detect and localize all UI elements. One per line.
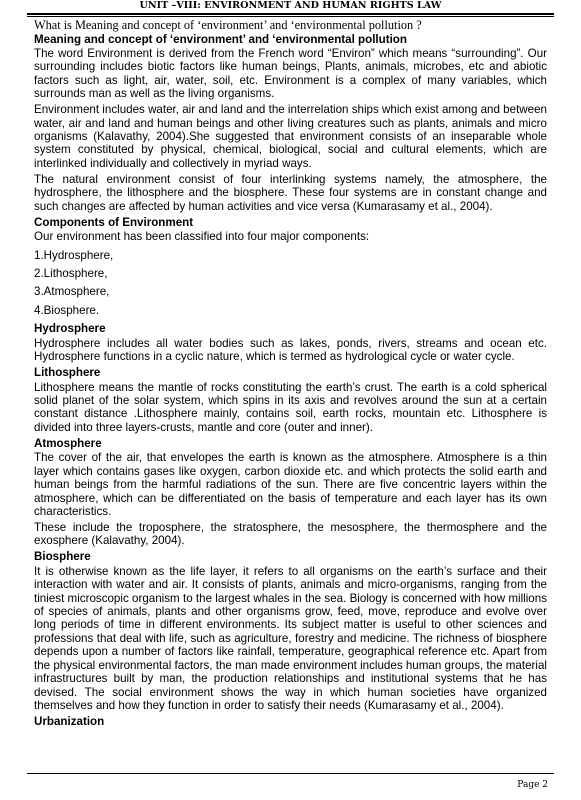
running-header: UNIT –VIII: ENVIRONMENT AND HUMAN RIGHTS LAW bbox=[139, 0, 442, 11]
paragraph: The cover of the air, that envelopes the earth is known as the atmosphere. Atmosphere is a thin layer which contains gases like oxygen, carbon dioxide etc. and which protects the solid earth and human beings from the harmful radiations of the sun. There are five concentric layers within the atmosphere, which can be differentiated on the basis of temperature and each layer has its own characteristics. bbox=[34, 451, 547, 518]
section-heading-lithosphere: Lithosphere bbox=[34, 366, 101, 380]
paragraph: Environment includes water, air and land and the interrelation ships which exist among and between water, air and land and human beings and other living creatures such as plants, animals and micro organisms (Kalavathy, 2004).She suggested that environment consists of an inseparable whole system constituted by physical, chemical, biological, social and cultural elements, which are interlinked individually and collectively in myriad ways. bbox=[34, 103, 548, 170]
section-heading-hydrosphere: Hydrosphere bbox=[34, 322, 106, 336]
paragraph: Our environment has been classified into four major components: bbox=[34, 230, 370, 244]
header-rule bbox=[27, 13, 554, 15]
page-body bbox=[34, 18, 547, 729]
section-heading-urbanization: Urbanization bbox=[34, 714, 105, 728]
section-heading-atmosphere: Atmosphere bbox=[34, 436, 102, 450]
list-item: 2.Lithosphere, bbox=[34, 266, 108, 280]
page-number: Page 2 bbox=[517, 780, 548, 790]
section-heading-components: Components of Environment bbox=[34, 215, 194, 229]
paragraph: The word Environment is derived from the French word “Environ” which means “surrounding”. Our surrounding includes biotic factors like human beings, Plants, animals, microbes, etc and abiotic factors such as light, air, water, soil, etc. Environment is a complex of many variables, which surrounds man as well as the living organisms. bbox=[34, 47, 547, 101]
paragraph: Hydrosphere includes all water bodies such as lakes, ponds, rivers, streams and ocean etc. Hydrosphere functions in a cyclic nature, which is termed as hydrological cycle or water cycle. bbox=[34, 336, 547, 364]
question-line: What is Meaning and concept of ‘environment’ and ‘environmental pollution ? bbox=[34, 18, 422, 32]
section-heading-meaning: Meaning and concept of ‘environment’ and ‘environmental pollution bbox=[34, 32, 407, 46]
footer-rule bbox=[27, 773, 554, 774]
section-heading-biosphere: Biosphere bbox=[34, 550, 91, 564]
header-rule-thin bbox=[27, 16, 554, 17]
paragraph: It is otherwise known as the life layer, it refers to all organisms on the earth’s surface and their interaction with water and air. It consists of plants, animals and micro-organisms, ranging from the tiniest microscopic organism to the largest whales in the sea. Biology is concerned with how millions of species of animals, plants and other organisms grow, feed, move, reproduce and evolve over long periods of time in different environments. Its subject matter is useful to other sciences and professions that deal with life, such as agriculture, forestry and medicine. The richness of biosphere depends upon a number of factors like rainfall, temperature, geographical reference etc. Apart from the physical environmental factors, the man made environment includes human groups, the material infrastructures built by man, the production relationships and institutional systems that he has devised. The social environment shows the way in which human societies have organized themselves and how they function in order to satisfy their needs (Kumarasamy et al., 2004). bbox=[34, 564, 547, 712]
paragraph: The natural environment consist of four interlinking systems namely, the atmosphere, the hydrosphere, the lithosphere and the biosphere. These four systems are in constant change and such changes are affected by human activities and vice versa (Kumarasamy et al., 2004). bbox=[34, 172, 547, 213]
list-item: 1.Hydrosphere, bbox=[34, 248, 114, 262]
paragraph: These include the troposphere, the stratosphere, the mesosphere, the thermosphere and the exosphere (Kalavathy, 2004). bbox=[34, 520, 547, 548]
list-item: 4.Biosphere. bbox=[34, 303, 100, 317]
paragraph: Lithosphere means the mantle of rocks constituting the earth’s crust. The earth is a cold spherical solid planet of the solar system, which spins in its axis and revolves around the sun at a certain constant distance .Lithosphere mainly, contains soil, earth rocks, mountain etc. Lithosphere is divided into three layers-crusts, mantle and core (outer and inner). bbox=[34, 380, 547, 434]
list-item: 3.Atmosphere, bbox=[34, 285, 110, 299]
